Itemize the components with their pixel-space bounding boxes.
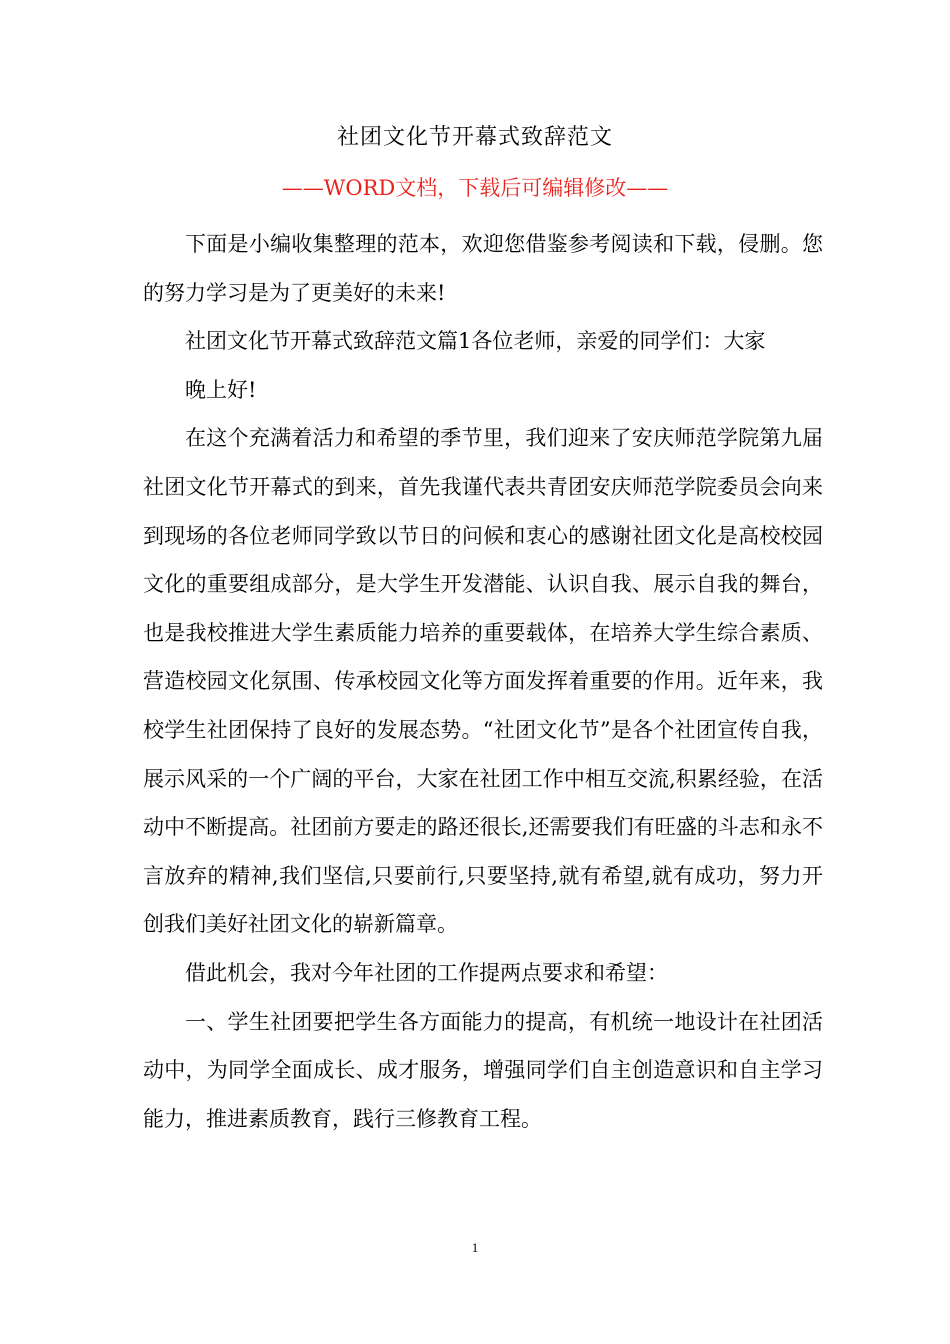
paragraph-intro: 下面是小编收集整理的范本，欢迎您借鉴参考阅读和下载，侵删。您的努力学习是为了更美好的未来! (143, 232, 823, 305)
paragraph-greeting-end: 晚上好! (185, 377, 257, 402)
paragraph-greeting: 社团文化节开幕式致辞范文篇1各位老师，亲爱的同学们：大家 (185, 329, 766, 354)
paragraph-main: 在这个充满着活力和希望的季节里，我们迎来了安庆师范学院第九届社团文化节开幕式的到来，首先我谨代表共青团安庆师范学院委员会向来到现场的各位老师同学致以节日的问候和衷心的感谢社团文化是高校校园文化的重要组成部分，是大学生开发潜能、认识自我、展示自我的舞台，也是我校推进大学生素质能力培养的重要载体，在培养大学生综合素质、营造校园文化氛围、传承校园文化等方面发挥着重要的作用。近年来，我校学生社团保持了良好的发展态势。“社团文化节”是各个社团宣传自我，展示风采的一个广阔的平台，大家在社团工作中相互交流,积累经验，在活动中不断提高。社团前方要走的路还很长,还需要我们有旺盛的斗志和永不言放弃的精神,我们坚信,只要前行,只要坚持,就有希望,就有成功，努力开创我们美好社团文化的崭新篇章。 (143, 426, 823, 937)
document-subtitle: ——WORD文档，下载后可编辑修改—— (281, 176, 669, 200)
document-body (143, 220, 823, 1143)
paragraph-point-one: 一、学生社团要把学生各方面能力的提高，有机统一地设计在社团活动中，为同学全面成长、成才服务，增强同学们自主创造意识和自主学习能力，推进素质教育，践行三修教育工程。 (143, 1009, 823, 1131)
page-number: 1 (471, 1240, 479, 1255)
paragraph-requirements: 借此机会，我对今年社团的工作提两点要求和希望： (185, 960, 668, 985)
document-title: 社团文化节开幕式致辞范文 (336, 125, 613, 150)
